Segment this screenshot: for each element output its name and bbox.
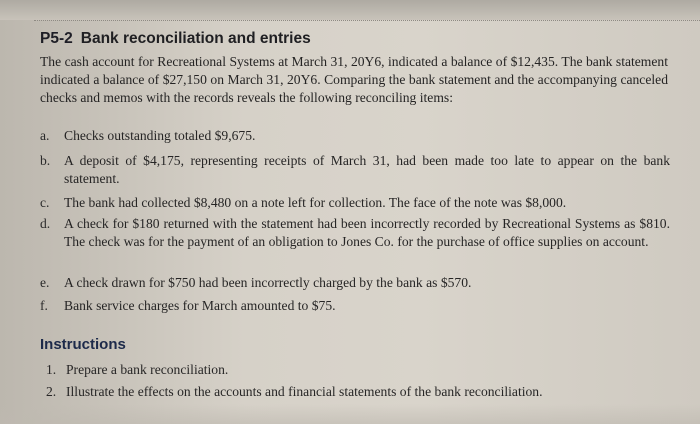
reconciling-item-e (40, 274, 670, 292)
problem-intro: The cash account for Recreational Systems at March 31, 20Y6, indicated a balance of $12,435. The bank statement indicated a balance of $27,150 on March 31, 20Y6. Comparing the bank statement and the accompanying canceled checks and memos with the records reveals the following reconciling items: (40, 54, 668, 105)
item-text: Checks outstanding totaled $9,675. (64, 128, 256, 143)
item-letter: f. (40, 298, 48, 313)
problem-number: P5-2 (40, 30, 73, 47)
item-letter: a. (40, 128, 50, 143)
step-text: Prepare a bank reconciliation. (66, 362, 229, 377)
item-letter: d. (40, 216, 51, 231)
step-number: 2. (46, 384, 57, 399)
item-letter: c. (40, 195, 50, 210)
reconciling-item-f (40, 297, 670, 315)
item-text: The bank had collected $8,480 on a note left for collection. The face of the note was $8,000. (64, 195, 567, 210)
instructions-heading: Instructions (40, 336, 126, 353)
instruction-step-2 (46, 383, 543, 401)
problem-title: Bank reconciliation and entries (80, 30, 311, 47)
page-bottom-shadow (0, 404, 700, 424)
item-text: A deposit of $4,175, representing receipts of March 31, had been made too late to appear on the bank statement. (64, 153, 670, 186)
reconciling-item-c (40, 194, 670, 212)
step-number: 1. (46, 362, 57, 377)
page-top-edge (0, 0, 700, 20)
item-text: A check drawn for $750 had been incorrectly charged by the bank as $570. (64, 275, 472, 290)
item-text: A check for $180 returned with the statement had been incorrectly recorded by Recreational Systems as $810. The check was for the payment of an obligation to Jones Co. for the purchase of office supplies on account. (64, 216, 670, 249)
instruction-step-1 (46, 361, 228, 379)
problem-heading (40, 30, 311, 48)
item-letter: e. (40, 275, 50, 290)
reconciling-item-d (40, 215, 670, 251)
item-text: Bank service charges for March amounted to $75. (64, 298, 336, 313)
reconciling-item-b (40, 152, 670, 188)
reconciling-item-a (40, 127, 670, 145)
step-text: Illustrate the effects on the accounts and financial statements of the bank reconciliation. (66, 384, 543, 399)
dotted-divider (34, 20, 700, 21)
item-letter: b. (40, 153, 51, 168)
